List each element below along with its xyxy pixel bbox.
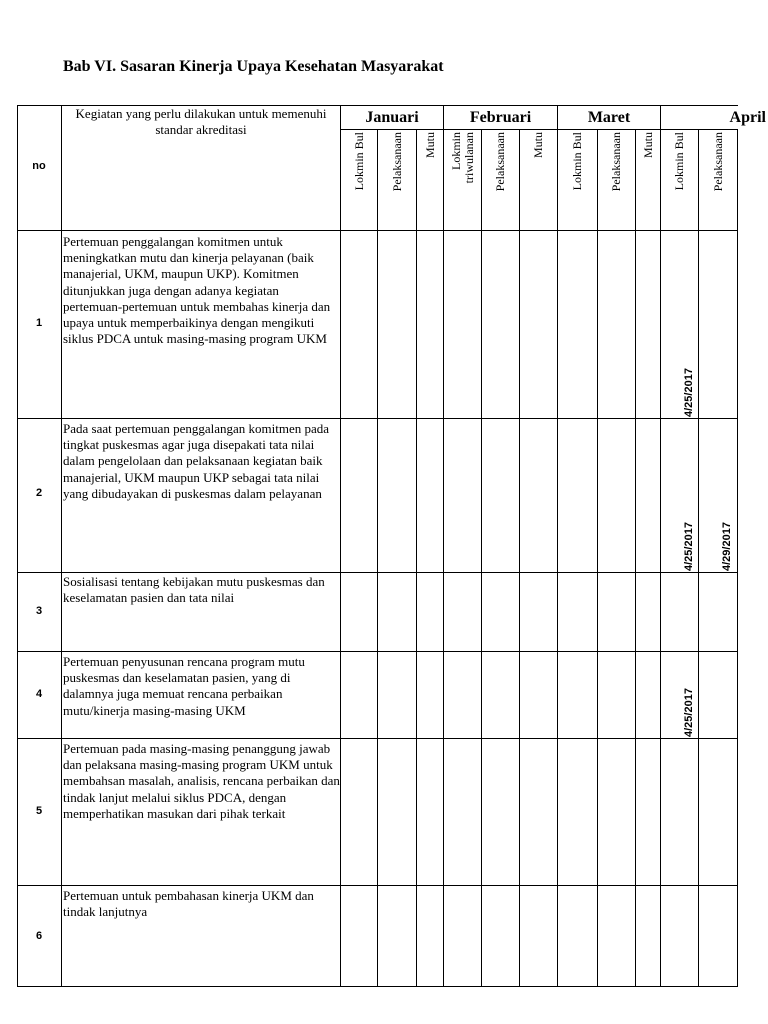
row-4-no: 4 (35, 688, 43, 700)
row-5-no: 5 (35, 805, 43, 817)
page-title: Bab VI. Sasaran Kinerja Upaya Kesehatan Masyarakat (63, 58, 444, 75)
col-mutu-mar: Mutu (640, 132, 655, 159)
row-5-text: Pertemuan pada masing-masing penanggung jawab dan pelaksana masing-masing program UKM untuk membahsan masalah, analisis, rencana perbaikan dan tindak lanjut melalui siklus PDCA, dengan memperhatikan masukan dari pihak terkait (63, 741, 340, 821)
col-lokmin-bul-apr: Lokmin Bul (672, 132, 686, 191)
row-2-april-lokmin-date: 4/25/2017 (683, 522, 695, 571)
header-no: no (32, 160, 46, 172)
row-3-text: Sosialisasi tentang kebijakan mutu puskesmas dan keselamatan pasien dan tata nilai (63, 574, 325, 606)
row-1-april-lokmin-date: 4/25/2017 (683, 368, 695, 417)
row-1-no: 1 (35, 317, 43, 329)
month-maret: Maret (587, 109, 631, 126)
col-pelaksanaan-mar: Pelaksanaan (609, 132, 623, 192)
row-3-no: 3 (35, 605, 43, 617)
row-6-no: 6 (35, 930, 43, 942)
col-pelaksanaan-jan: Pelaksanaan (389, 132, 404, 192)
col-lokmin-bul-jan: Lokmin Bul (351, 132, 366, 191)
month-februari: Februari (469, 109, 532, 126)
row-2-no: 2 (35, 487, 43, 499)
col-pelaksanaan-apr: Pelaksanaan (710, 132, 725, 192)
row-2-april-pelaksanaan-date: 4/29/2017 (721, 522, 733, 571)
col-lokmin-triwulanan-feb: Lokmin triwulanan (448, 132, 476, 184)
col-mutu-jan: Mutu (422, 132, 437, 159)
col-mutu-feb: Mutu (531, 132, 545, 159)
col-pelaksanaan-feb: Pelaksanaan (493, 132, 507, 192)
row-4-april-lokmin-date: 4/25/2017 (683, 688, 695, 737)
month-januari: Januari (365, 109, 419, 126)
col-lokmin-bul-mar: Lokmin Bul (570, 132, 584, 191)
header-kegiatan: Kegiatan yang perlu dilakukan untuk memenuhi standar akreditasi (75, 106, 327, 137)
row-1-text: Pertemuan penggalangan komitmen untuk meningkatkan mutu dan kinerja pelayanan (baik manajerial, UKM, maupun UKP). Komitmen ditunjukkan juga dengan adanya kegiatan pertemuan-pertemuan untuk membahas kinerja dan upaya untuk memperbaikinya dengan mengikuti siklus PDCA untuk masing-masing program UKM (63, 234, 331, 347)
row-4-text: Pertemuan penyusunan rencana program mutu puskesmas dan keselamatan pasien, yang di dalamnya juga memuat rencana perbaikan mutu/kinerja masing-masing UKM (63, 654, 305, 718)
row-6-text: Pertemuan untuk pembahasan kinerja UKM dan tindak lanjutnya (63, 888, 314, 920)
row-2-text: Pada saat pertemuan penggalangan komitmen pada tingkat puskesmas agar juga disepakati tata nilai dalam pengelolaan dan pelaksanaan kegiatan baik manajerial, UKM maupun UKP sebagai tata nilai yang dibudayakan di puskesmas dalam pelayanan (63, 421, 330, 501)
month-april: April (729, 109, 766, 126)
